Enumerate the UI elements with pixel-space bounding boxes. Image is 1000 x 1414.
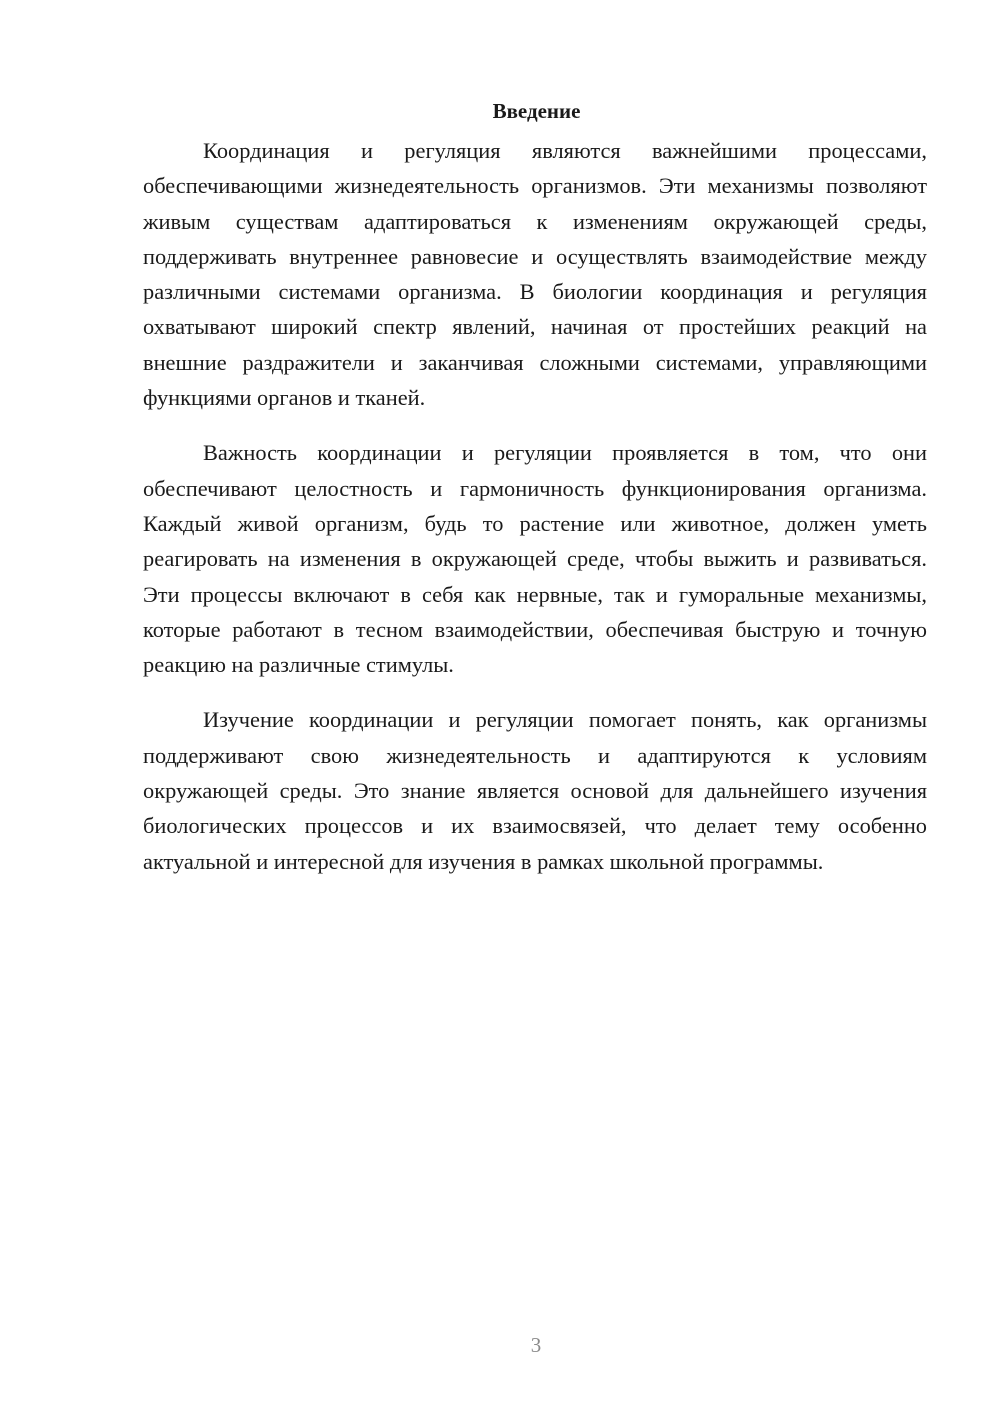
paragraph-2: Важность координации и регуляции проявляется в том, что они обеспечивают целостность и гармоничность функционирования организма. Каждый живой организм, будь то растение или животное, должен уметь реагировать на изменения в окружающей среде, чтобы выжить и развиваться. Эти процессы включают в себя как нервные, так и гуморальные механизмы, которые работают в тесном взаимодействии, обеспечивая быструю и точную реакцию на различные стимулы. (143, 440, 927, 678)
paragraph-3: Изучение координации и регуляции помогает понять, как организмы поддерживают свою жизнедеятельность и адаптируются к условиям окружающей среды. Это знание является основой для дальнейшего изучения биологических процессов и их взаимосвязей, что делает тему особенно актуальной и интересной для изучения в рамках школьной программы. (143, 707, 927, 874)
section-title: Введение (492, 99, 581, 123)
paragraph-1: Координация и регуляция являются важнейшими процессами, обеспечивающими жизнедеятельность организмов. Эти механизмы позволяют живым существам адаптироваться к изменениям окружающей среды, поддерживать внутреннее равновесие и осуществлять взаимодействие между различными системами организма. В биологии координация и регуляция охватывают широкий спектр явлений, начиная от простейших реакций на внешние раздражители и заканчивая сложными системами, управляющими функциями органов и тканей. (143, 138, 927, 411)
page-content (143, 96, 927, 899)
page-number: 3 (530, 1333, 542, 1357)
